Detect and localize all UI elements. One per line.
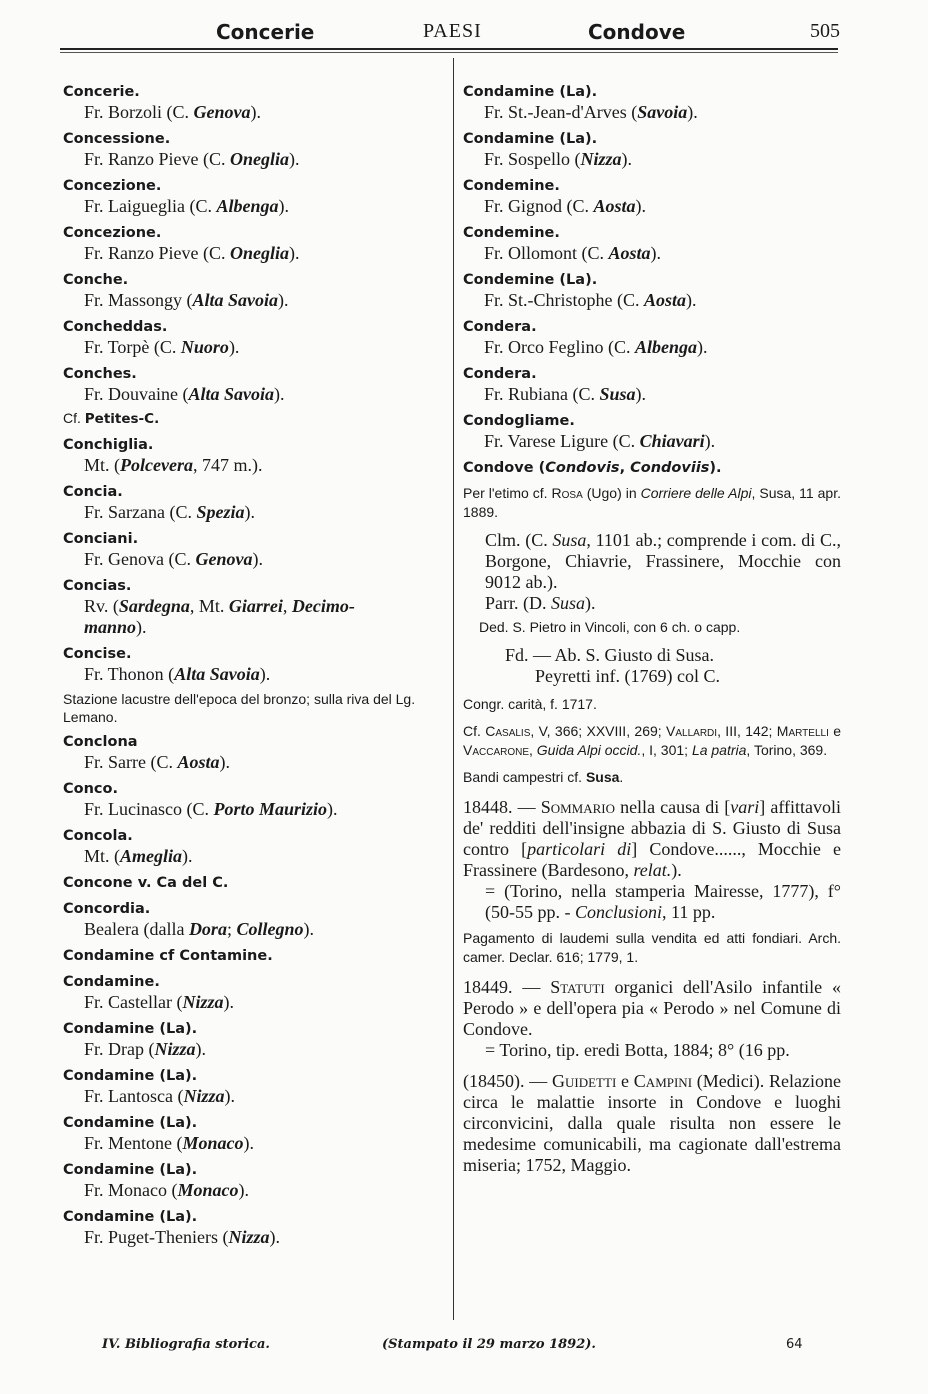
- entry-heading: Conco.: [63, 781, 118, 797]
- index-entry: [63, 873, 443, 893]
- index-entry: [63, 82, 443, 123]
- index-entry: [463, 129, 841, 170]
- entry-heading: Condamine (La).: [63, 1115, 198, 1131]
- entry-heading: Conciani.: [63, 531, 139, 547]
- entry-heading: Condogliame.: [463, 413, 575, 429]
- etimo-note: Per l'etimo cf. Rosa (Ugo) in Corriere delle Alpi, Susa, 11 apr. 1889.: [463, 485, 841, 520]
- index-entry: [63, 529, 443, 570]
- references-note: Cf. Casalis, V, 366; XXVIII, 269; Vallardi, III, 142; Martelli e Vaccarone, Guida Alpi occid., I, 301; La patria, Torino, 369.: [463, 723, 841, 758]
- index-entry: [463, 364, 841, 405]
- entry-heading: Concheddas.: [63, 319, 168, 335]
- entry-location: Fr. Torpè (C. Nuoro).: [84, 337, 240, 357]
- clm-line: Clm. (C. Susa, 1101 ab.; comprende i com. di C., Borgone, Chiavrie, Frassinere, Mocchie con 9012 ab.).: [485, 530, 841, 592]
- parr-line: Parr. (D. Susa).: [485, 593, 596, 613]
- bibliography-title: (18450). — Guidetti e Campini (Medici). Relazione circa le malattie insorte in Condove e luoghi circonvicini, dalla quale risulta non essere le medesime comunicabili, ma cagionate dall'estrema miseria; 1752, Maggio.: [463, 1071, 841, 1175]
- entry-location: Fr. Drap (Nizza).: [84, 1039, 207, 1059]
- footer-series: IV. Bibliografia storica.: [102, 1337, 270, 1352]
- entry-heading: Condemine.: [463, 178, 560, 194]
- entry-location: Fr. St.-Christophe (C. Aosta).: [484, 290, 697, 310]
- index-entry: [63, 972, 443, 1013]
- entry-heading: Concise.: [63, 646, 132, 662]
- index-entry: [63, 317, 443, 358]
- entry-heading: Condamine (La).: [63, 1021, 198, 1037]
- entry-heading: Concezione.: [63, 225, 162, 241]
- entry-location: Fr. Borzoli (C. Genova).: [84, 102, 262, 122]
- entry-heading: Condamine cf Contamine.: [63, 948, 273, 964]
- entry-heading: Concordia.: [63, 901, 151, 917]
- index-entry: [63, 1113, 443, 1154]
- index-entry: [63, 576, 443, 638]
- congr-note: Congr. carità, f. 1717.: [463, 696, 597, 712]
- header-section-title: PAESI: [423, 20, 482, 42]
- entry-heading: Concezione.: [63, 178, 162, 194]
- left-column: [63, 82, 443, 1254]
- index-entry: [463, 317, 841, 358]
- entry-location: Mt. (Ameglia).: [84, 846, 193, 866]
- entry-heading: Condemine.: [463, 225, 560, 241]
- index-entry: [463, 82, 841, 123]
- entry-heading: Condemine (La).: [463, 272, 598, 288]
- entry-location: Fr. Thonon (Alta Savoia).: [84, 664, 271, 684]
- entry-location: Fr. Ollomont (C. Aosta).: [484, 243, 662, 263]
- condove-entry: [463, 458, 841, 787]
- entry-location: Fr. Genova (C. Genova).: [84, 549, 263, 569]
- right-column: [463, 82, 841, 1186]
- entry-location: Fr. Monaco (Monaco).: [84, 1180, 250, 1200]
- column-divider: [453, 58, 454, 1320]
- entry-heading: Conchiglia.: [63, 437, 154, 453]
- bibliography-entry: [463, 797, 841, 967]
- entry-location: Fr. Mentone (Monaco).: [84, 1133, 255, 1153]
- index-entry: [63, 1019, 443, 1060]
- index-entry: [63, 223, 443, 264]
- entry-heading: Concessione.: [63, 131, 171, 147]
- entry-location: Fr. Laigueglia (C. Albenga).: [84, 196, 289, 216]
- ded-note: Ded. S. Pietro in Vincoli, con 6 ch. o capp.: [479, 619, 741, 635]
- index-entry: [463, 223, 841, 264]
- entry-location: Fr. Ranzo Pieve (C. Oneglia).: [84, 243, 300, 263]
- index-entry: [63, 482, 443, 523]
- index-entry: [63, 1207, 443, 1248]
- entry-heading: Conclona: [63, 734, 138, 750]
- index-entry: [63, 364, 443, 429]
- entry-heading: Condamine (La).: [63, 1209, 198, 1225]
- bibliography-entry: [463, 977, 841, 1061]
- entry-location: Fr. Sarre (C. Aosta).: [84, 752, 231, 772]
- cross-reference: Cf. Petites-C.: [63, 410, 160, 427]
- page-number: 505: [810, 20, 840, 42]
- index-entry: [63, 129, 443, 170]
- entry-location: Fr. Massongy (Alta Savoia).: [84, 290, 289, 310]
- entry-note: Stazione lacustre dell'epoca del bronzo; sulla riva del Lg. Lemano.: [63, 691, 416, 725]
- footer-print-date: (Stampato il 29 marzo 1892).: [382, 1337, 596, 1352]
- entry-location: Rv. (Sardegna, Mt. Giarrei, Decimo-: [84, 596, 355, 616]
- index-entry: [63, 1066, 443, 1107]
- bandi-note: Bandi campestri cf. Susa.: [463, 769, 624, 785]
- bibliography-publication: = Torino, tip. eredi Botta, 1884; 8° (16 pp.: [485, 1040, 790, 1060]
- entry-heading: Concola.: [63, 828, 133, 844]
- fd-line-2: Peyretti inf. (1769) col C.: [535, 666, 720, 686]
- entry-location: Fr. Sarzana (C. Spezia).: [84, 502, 255, 522]
- entry-heading: Condamine (La).: [463, 84, 598, 100]
- right-entries: [463, 82, 841, 452]
- entry-heading: Concia.: [63, 484, 123, 500]
- entry-heading: Concias.: [63, 578, 132, 594]
- entry-location: Fr. Gignod (C. Aosta).: [484, 196, 647, 216]
- entry-heading: Condera.: [463, 319, 537, 335]
- index-entry: [463, 176, 841, 217]
- bibliography-title: 18448. — Sommario nella causa di [vari] affittavoli de' redditi dell'insigne abbazia di S. Giusto di Susa contro [particolari di] Condove......, Mocchie e Frassinere (Bardesono, relat.).: [463, 797, 842, 880]
- bibliography-title: 18449. — Statuti organici dell'Asilo infantile « Perodo » e dell'opera pia « Perodo » nel Comune di Condove.: [463, 977, 841, 1039]
- index-entry: [63, 176, 443, 217]
- entry-heading: Condamine (La).: [63, 1068, 198, 1084]
- entry-location: Fr. Rubiana (C. Susa).: [484, 384, 647, 404]
- header-rule-thin: [60, 52, 838, 53]
- entry-location: Mt. (Polcevera, 747 m.).: [84, 455, 263, 475]
- index-entry: [63, 1160, 443, 1201]
- header-rule: [60, 48, 838, 50]
- bibliography-entry: [463, 1071, 841, 1176]
- entry-location: Fr. St.-Jean-d'Arves (Savoia).: [484, 102, 698, 122]
- header-left-keyword: Concerie: [216, 20, 315, 44]
- index-entry: [63, 946, 443, 966]
- bibliography-note: Pagamento di laudemi sulla vendita ed atti fondiari. Arch. camer. Declar. 616; 1779, 1.: [463, 930, 841, 965]
- entry-heading: Condera.: [463, 366, 537, 382]
- header-right-keyword: Condove: [588, 20, 686, 44]
- entry-heading: Conche.: [63, 272, 129, 288]
- index-entry: [63, 644, 443, 726]
- entry-heading: Concone v. Ca del C.: [63, 875, 229, 891]
- index-entry: [63, 732, 443, 773]
- entry-location: Fr. Varese Ligure (C. Chiavari).: [484, 431, 716, 451]
- footer-signature: 64: [786, 1337, 803, 1352]
- entry-heading: Condamine (La).: [463, 131, 598, 147]
- index-entry: [63, 826, 443, 867]
- fd-line: Fd. — Ab. S. Giusto di Susa.: [505, 645, 715, 665]
- running-header: [60, 18, 840, 48]
- entry-location: Fr. Castellar (Nizza).: [84, 992, 234, 1012]
- bibliography-publication: = (Torino, nella stamperia Mairesse, 1777), f° (50-55 pp. - Conclusioni, 11 pp.: [485, 881, 841, 922]
- entry-heading: Condove (Condovis, Condoviis).: [463, 460, 722, 476]
- page-footer: [60, 1337, 840, 1357]
- index-entry: [63, 899, 443, 940]
- index-entry: [63, 270, 443, 311]
- entry-location: Fr. Puget-Theniers (Nizza).: [84, 1227, 280, 1247]
- index-entry: [463, 270, 841, 311]
- entry-location: Fr. Lucinasco (C. Porto Maurizio).: [84, 799, 338, 819]
- entry-location: Fr. Orco Feglino (C. Albenga).: [484, 337, 708, 357]
- entry-heading: Condamine.: [63, 974, 160, 990]
- entry-location: Fr. Lantosca (Nizza).: [84, 1086, 235, 1106]
- index-entry: [63, 779, 443, 820]
- entry-location: Fr. Sospello (Nizza).: [484, 149, 633, 169]
- entry-heading: Conches.: [63, 366, 137, 382]
- bibliography-list: [463, 797, 841, 1176]
- index-entry: [463, 411, 841, 452]
- index-entry: [63, 435, 443, 476]
- entry-heading: Concerie.: [63, 84, 140, 100]
- entry-location: Bealera (dalla Dora; Collegno).: [84, 919, 314, 939]
- entry-location: Fr. Douvaine (Alta Savoia).: [84, 384, 285, 404]
- entry-heading: Condamine (La).: [63, 1162, 198, 1178]
- entry-location: Fr. Ranzo Pieve (C. Oneglia).: [84, 149, 300, 169]
- entry-location: manno).: [84, 617, 147, 637]
